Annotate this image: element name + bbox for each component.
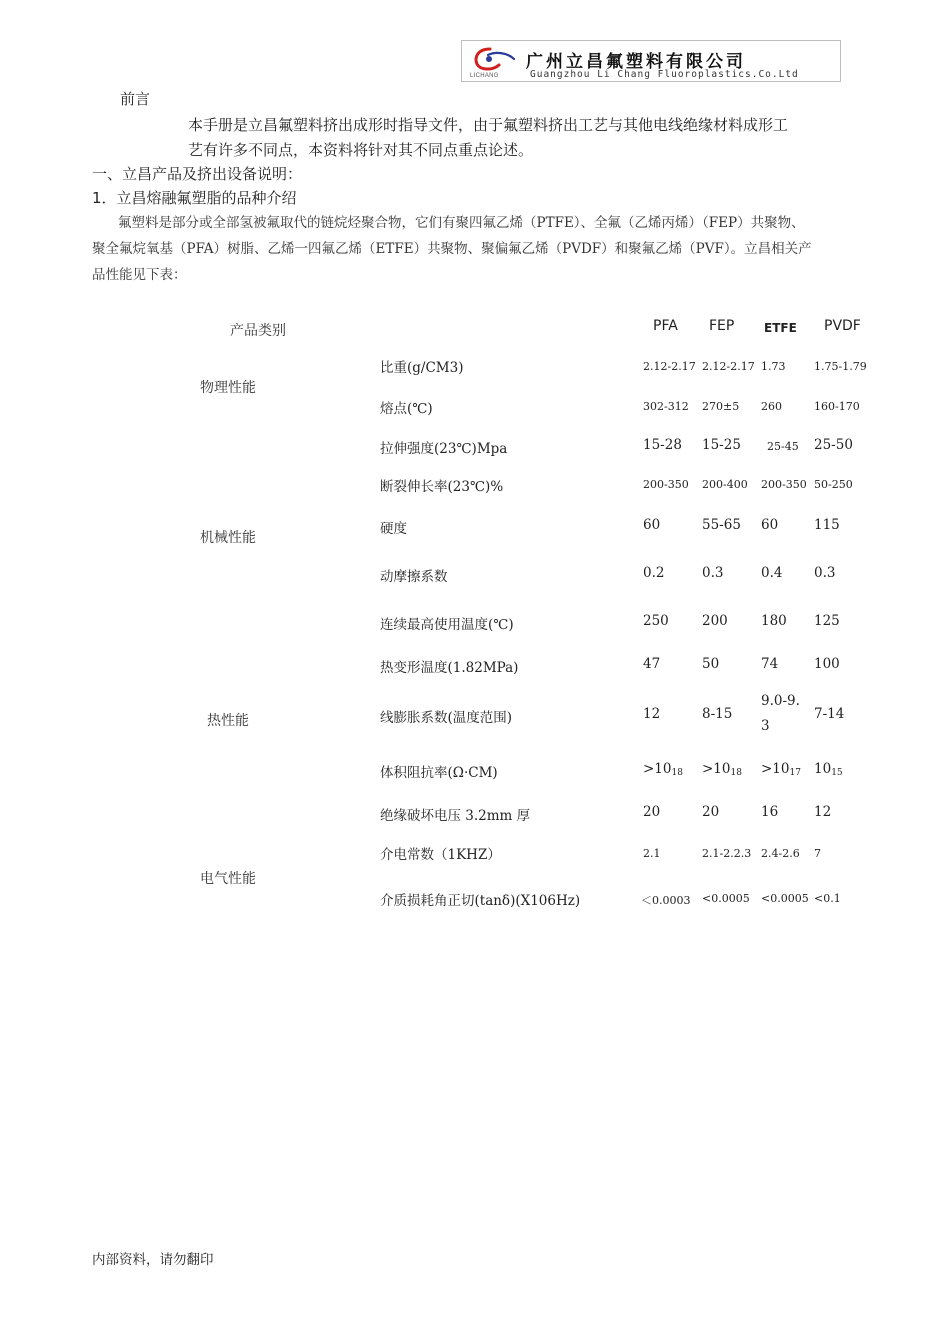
column-header-pfa: PFA [653,318,678,334]
column-header-pvdf: PVDF [824,318,861,334]
value-pvdf: 125 [814,613,840,629]
subsection-1-heading [92,187,297,208]
category-electrical: 电气性能 [200,871,256,887]
property-label: 连续最高使用温度(℃) [380,617,514,633]
value-pvdf: 7 [814,847,821,860]
preface-title: 前言 [120,90,151,108]
value-base: 10 [814,761,832,777]
intro-line-3: 品性能见下表： [92,267,187,283]
value-etfe [761,761,801,778]
property-label: 拉伸强度(23℃)Mpa [380,441,508,457]
value-pvdf: 1.75-1.79 [814,360,867,373]
subsection-1-number: 1． [92,189,117,207]
value-fep: <0.0005 [702,892,750,905]
value-pvdf: <0.1 [814,892,841,905]
value-fep: 55-65 [702,517,741,533]
property-label: 体积阻抗率(Ω·CM) [380,765,498,781]
value-pfa: 200-350 [643,478,689,491]
value-pfa: 2.1 [643,847,661,860]
value-pvdf: 0.3 [814,565,836,581]
value-etfe: 60 [761,517,779,533]
property-label: 介电常数（1KHZ） [380,847,501,863]
value-pfa: 2.12-2.17 [643,360,696,373]
property-label: 动摩擦系数 [380,569,448,585]
value-pvdf [814,761,843,778]
value-fep: 50 [702,656,720,672]
value-etfe: 180 [761,613,787,629]
value-etfe: 9.0-9. [761,693,800,709]
value-pfa [643,761,683,778]
value-base: >10 [761,761,790,777]
column-header-fep: FEP [709,318,735,334]
value-etfe: <0.0005 [761,892,809,905]
value-etfe-line-2: 3 [761,718,770,734]
value-exponent: 17 [789,768,801,778]
company-name-en: Guangzhou Li Chang Fluoroplastics.Co.Ltd [530,69,799,80]
value-pvdf: 12 [814,804,832,820]
value-etfe: 16 [761,804,779,820]
property-label: 熔点(℃) [380,401,433,417]
value-pvdf: 115 [814,517,840,533]
table-header-label: 产品类别 [230,323,286,339]
value-pfa: ＜0.0003 [641,894,691,907]
property-label: 热变形温度(1.82MPa) [380,660,519,676]
category-thermal: 热性能 [207,713,249,729]
value-fep: 2.1-2.2.3 [702,847,752,860]
value-fep: 200-400 [702,478,748,491]
value-etfe: 260 [761,400,782,413]
value-base: >10 [643,761,672,777]
section-1-title: 一、立昌产品及挤出设备说明： [92,165,303,183]
property-label: 介质损耗角正切(tanδ)(X106Hz) [380,893,581,909]
property-label: 硬度 [380,521,407,537]
value-fep: 0.3 [702,565,724,581]
property-label: 断裂伸长率(23℃)% [380,479,504,495]
value-pfa: 15-28 [643,437,682,453]
value-pvdf: 100 [814,656,840,672]
footer-note: 内部资料，请勿翻印 [92,1252,214,1268]
property-label: 比重(g/CM3) [380,360,464,376]
value-pfa: 60 [643,517,661,533]
value-base: >10 [702,761,731,777]
value-exponent: 18 [730,768,742,778]
value-pfa: 0.2 [643,565,665,581]
value-pfa: 12 [643,706,661,722]
value-fep: 200 [702,613,728,629]
value-pfa: 302-312 [643,400,689,413]
value-etfe: 200-350 [761,478,807,491]
value-etfe: 74 [761,656,779,672]
category-physical: 物理性能 [200,380,256,396]
intro-line-2: 聚全氟烷氧基（PFA）树脂、乙烯一四氟乙烯（ETFE）共聚物、聚偏氟乙烯（PVDF）和聚氟乙烯（PVF）。立昌相关产 [92,241,812,257]
property-label: 绝缘破坏电压 3.2mm 厚 [380,808,531,824]
value-pvdf: 160-170 [814,400,860,413]
value-exponent: 15 [831,768,843,778]
preface-paragraph-line-1: 本手册是立昌氟塑料挤出成形时指导文件，由于氟塑料挤出工艺与其他电线绝缘材料成形工 [188,116,789,134]
value-pvdf: 7-14 [814,706,845,722]
lichang-logo-icon [468,43,518,75]
company-name-cn: 广州立昌氟塑料有限公司 [526,52,746,72]
column-header-etfe: ETFE [764,321,797,335]
value-etfe: 1.73 [761,360,786,373]
value-fep: 270±5 [702,400,740,413]
value-etfe: 2.4-2.6 [761,847,800,860]
value-etfe: 25-45 [767,440,799,453]
value-exponent: 18 [671,768,683,778]
value-pfa: 20 [643,804,661,820]
subsection-1-title: 立昌熔融氟塑脂的品种介绍 [116,189,297,207]
logo-text: LICHANG [470,73,499,79]
value-fep: 8-15 [702,706,733,722]
company-logo-box [461,40,841,82]
value-fep: 15-25 [702,437,741,453]
category-mechanical: 机械性能 [200,530,256,546]
value-pvdf: 25-50 [814,437,853,453]
value-fep: 2.12-2.17 [702,360,755,373]
value-pvdf: 50-250 [814,478,853,491]
value-fep: 20 [702,804,720,820]
value-pfa: 47 [643,656,661,672]
value-etfe: 0.4 [761,565,783,581]
intro-line-1: 氟塑料是部分或全部氢被氟取代的链烷烃聚合物，它们有聚四氟乙烯（PTFE）、全氟（乙烯丙烯）（FEP）共聚物、 [118,215,805,231]
property-label: 线膨胀系数(温度范围) [380,710,513,726]
value-fep [702,761,742,778]
value-pfa: 250 [643,613,669,629]
preface-paragraph-line-2: 艺有许多不同点，本资料将针对其不同点重点论述。 [188,141,534,159]
